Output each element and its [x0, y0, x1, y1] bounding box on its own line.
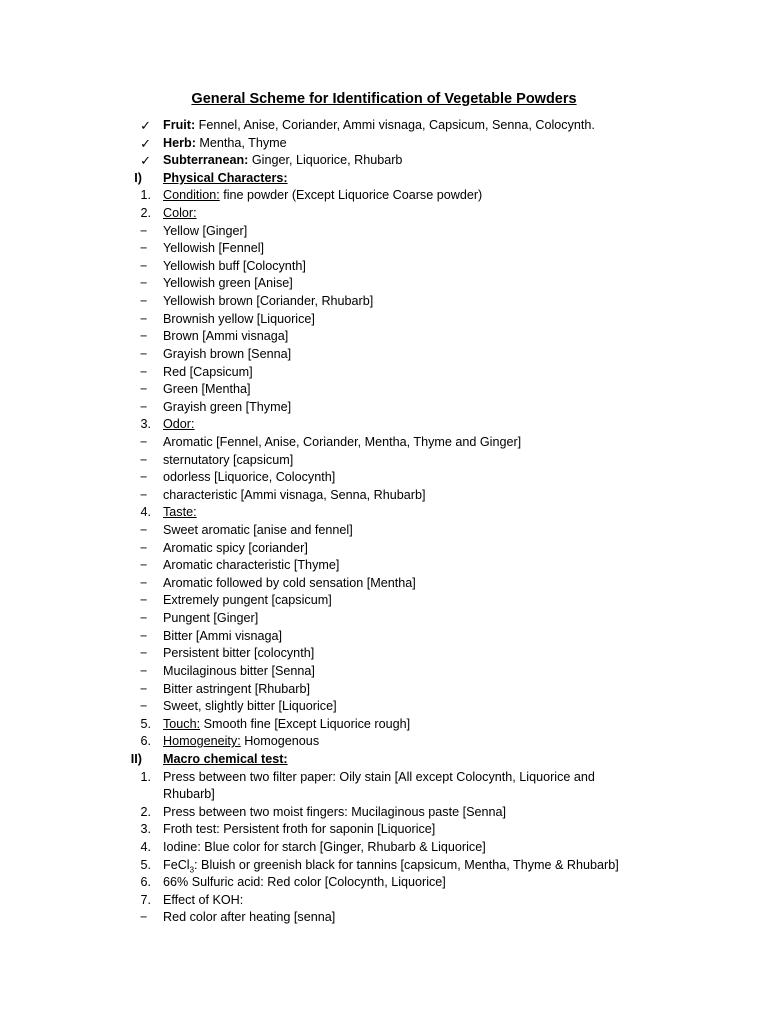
item-number: 4. — [140, 505, 151, 520]
category-text: Fennel, Anise, Coriander, Ammi visnaga, Capsicum, Senna, Colocynth. — [195, 118, 595, 132]
dash-icon: − — [140, 540, 148, 555]
item-text: Aromatic followed by cold sensation [Mentha] — [163, 575, 416, 590]
dash-icon: − — [140, 575, 148, 590]
item-text: Grayish brown [Senna] — [163, 346, 292, 361]
dash-icon: − — [140, 258, 148, 273]
dash-icon: − — [140, 346, 148, 361]
item-number: 1. — [140, 188, 151, 203]
category-herb — [0, 135, 768, 153]
item-number: 2. — [140, 206, 151, 221]
list-item-homogeneity — [0, 733, 768, 751]
dash-icon: − — [140, 382, 148, 397]
section-numeral: II) — [130, 751, 142, 766]
list-item — [0, 663, 768, 681]
taste-list — [0, 522, 768, 716]
dash-icon: − — [140, 399, 148, 414]
item-number: 5. — [140, 857, 151, 872]
dash-icon: − — [140, 294, 148, 309]
list-item — [0, 452, 768, 470]
test-item — [0, 857, 768, 875]
item-text: Yellowish green [Anise] — [163, 276, 293, 291]
dash-icon: − — [140, 223, 148, 238]
item-number: 6. — [140, 734, 151, 749]
category-label: Subterranean: — [163, 153, 249, 168]
list-item — [0, 275, 768, 293]
list-item — [0, 522, 768, 540]
item-text: Yellowish brown [Coriander, Rhubarb] — [163, 294, 374, 309]
section-heading: Physical Characters: — [163, 170, 288, 185]
list-item-condition — [0, 187, 768, 205]
category-label: Fruit: — [163, 118, 196, 132]
item-text: Red color after heating [senna] — [163, 910, 336, 925]
test-item — [0, 821, 768, 839]
dash-icon: − — [140, 681, 148, 696]
item-text: Red [Capsicum] — [163, 364, 253, 379]
dash-icon: − — [140, 434, 148, 449]
item-text: : Bluish or greenish black for tannins [capsicum, Mentha, Thyme & Rhubarb] — [194, 857, 619, 872]
list-item — [0, 540, 768, 558]
dash-icon: − — [140, 910, 148, 925]
category-label: Herb: — [163, 135, 196, 150]
dash-icon: − — [140, 699, 148, 714]
category-text: Ginger, Liquorice, Rhubarb — [248, 153, 403, 168]
item-text: Grayish green [Thyme] — [163, 399, 292, 414]
item-text: Aromatic [Fennel, Anise, Coriander, Mentha, Thyme and Ginger] — [163, 434, 522, 449]
item-label: Taste: — [163, 505, 197, 520]
item-text: Yellowish buff [Colocynth] — [163, 258, 306, 273]
check-icon: ✓ — [140, 135, 151, 151]
dash-icon: − — [140, 487, 148, 502]
dash-icon: − — [140, 628, 148, 643]
dash-icon: − — [140, 593, 148, 608]
test-item — [0, 769, 768, 804]
list-item — [0, 698, 768, 716]
item-text: Press between two moist fingers: Mucilaginous paste [Senna] — [163, 804, 507, 819]
item-number: 3. — [140, 417, 151, 432]
dash-icon: − — [140, 311, 148, 326]
item-text: Bitter [Ammi visnaga] — [163, 628, 282, 643]
item-number: 5. — [140, 716, 151, 731]
odor-list — [0, 434, 768, 504]
list-item — [0, 328, 768, 346]
list-item — [0, 293, 768, 311]
item-number: 2. — [140, 804, 151, 819]
item-text: characteristic [Ammi visnaga, Senna, Rhubarb] — [163, 487, 426, 502]
list-item — [0, 628, 768, 646]
item-text: Aromatic characteristic [Thyme] — [163, 558, 340, 573]
item-text: Sweet, slightly bitter [Liquorice] — [163, 699, 337, 714]
item-label: Color: — [163, 206, 197, 221]
item-text: Bitter astringent [Rhubarb] — [163, 681, 311, 696]
list-item-touch — [0, 716, 768, 734]
item-label: Homogeneity: — [163, 734, 241, 749]
dash-icon: − — [140, 558, 148, 573]
test-item — [0, 804, 768, 822]
item-text: Effect of KOH: — [163, 892, 244, 907]
list-item — [0, 434, 768, 452]
item-text: Press between two filter paper: Oily stain [All except Colocynth, Liquorice and Rhubarb] — [163, 769, 595, 802]
item-text: sternutatory [capsicum] — [163, 452, 294, 467]
list-item — [0, 681, 768, 699]
item-number: 6. — [140, 875, 151, 890]
category-text: Mentha, Thyme — [195, 135, 287, 150]
dash-icon: − — [140, 646, 148, 661]
item-text: Mucilaginous bitter [Senna] — [163, 663, 315, 678]
koh-list — [0, 909, 768, 927]
item-text: Smooth fine [Except Liquorice rough] — [200, 716, 411, 731]
list-item — [0, 364, 768, 382]
list-item-odor — [0, 416, 768, 434]
category-fruit — [0, 117, 768, 135]
list-item — [0, 557, 768, 575]
document-content — [0, 117, 768, 927]
dash-icon: − — [140, 364, 148, 379]
formula-main: FeCl — [163, 857, 190, 872]
item-number: 3. — [140, 822, 151, 837]
item-text: Froth test: Persistent froth for saponin [Liquorice] — [163, 822, 436, 837]
test-item — [0, 874, 768, 892]
dash-icon: − — [140, 663, 148, 678]
list-item-color — [0, 205, 768, 223]
item-number: 4. — [140, 840, 151, 854]
list-item — [0, 909, 768, 927]
dash-icon: − — [140, 241, 148, 256]
page-title: General Scheme for Identification of Vegetable Powders — [191, 91, 577, 107]
item-text: Yellow [Ginger] — [163, 223, 248, 238]
item-label: Odor: — [163, 417, 195, 432]
formula-subscript: 3 — [189, 865, 195, 875]
dash-icon: − — [140, 523, 148, 538]
list-item — [0, 311, 768, 329]
dash-icon: − — [140, 276, 148, 291]
test-item — [0, 839, 768, 857]
item-text: Iodine: Blue color for starch [Ginger, Rhubarb & Liquorice] — [163, 840, 486, 854]
list-item — [0, 487, 768, 505]
list-item — [0, 240, 768, 258]
item-text: Extremely pungent [capsicum] — [163, 593, 332, 608]
item-text: Homogenous — [240, 734, 320, 749]
item-number: 1. — [140, 769, 151, 784]
item-text: Green [Mentha] — [163, 382, 251, 397]
list-item — [0, 610, 768, 628]
item-text: odorless [Liquorice, Colocynth] — [163, 470, 336, 485]
list-item — [0, 399, 768, 417]
dash-icon: − — [140, 452, 148, 467]
list-item — [0, 469, 768, 487]
section-numeral: I) — [134, 170, 142, 185]
category-subterranean — [0, 152, 768, 170]
item-label: Touch: — [163, 716, 201, 731]
dash-icon: − — [140, 470, 148, 485]
check-icon: ✓ — [140, 153, 151, 169]
list-item — [0, 592, 768, 610]
item-text: fine powder (Except Liquorice Coarse powder) — [219, 188, 483, 203]
item-text: Brown [Ammi visnaga] — [163, 329, 289, 344]
item-text: 66% Sulfuric acid: Red color [Colocynth, Liquorice] — [163, 875, 446, 890]
section-heading-macro — [0, 751, 768, 769]
list-item — [0, 223, 768, 241]
item-text: Aromatic spicy [coriander] — [163, 540, 308, 555]
dash-icon: − — [140, 611, 148, 626]
test-item — [0, 892, 768, 910]
color-list — [0, 223, 768, 417]
list-item — [0, 381, 768, 399]
item-text: Brownish yellow [Liquorice] — [163, 311, 315, 326]
list-item — [0, 645, 768, 663]
item-text: Persistent bitter [colocynth] — [163, 646, 315, 661]
list-item — [0, 575, 768, 593]
dash-icon: − — [140, 329, 148, 344]
list-item-taste — [0, 504, 768, 522]
list-item — [0, 346, 768, 364]
item-number: 7. — [140, 892, 151, 907]
list-item — [0, 258, 768, 276]
check-icon: ✓ — [140, 118, 151, 133]
item-text: Pungent [Ginger] — [163, 611, 259, 626]
item-text: Yellowish [Fennel] — [163, 241, 265, 256]
section-heading-physical — [0, 170, 768, 188]
item-label: Condition: — [163, 188, 220, 203]
item-text: Sweet aromatic [anise and fennel] — [163, 523, 353, 538]
section-heading: Macro chemical test: — [163, 751, 288, 766]
